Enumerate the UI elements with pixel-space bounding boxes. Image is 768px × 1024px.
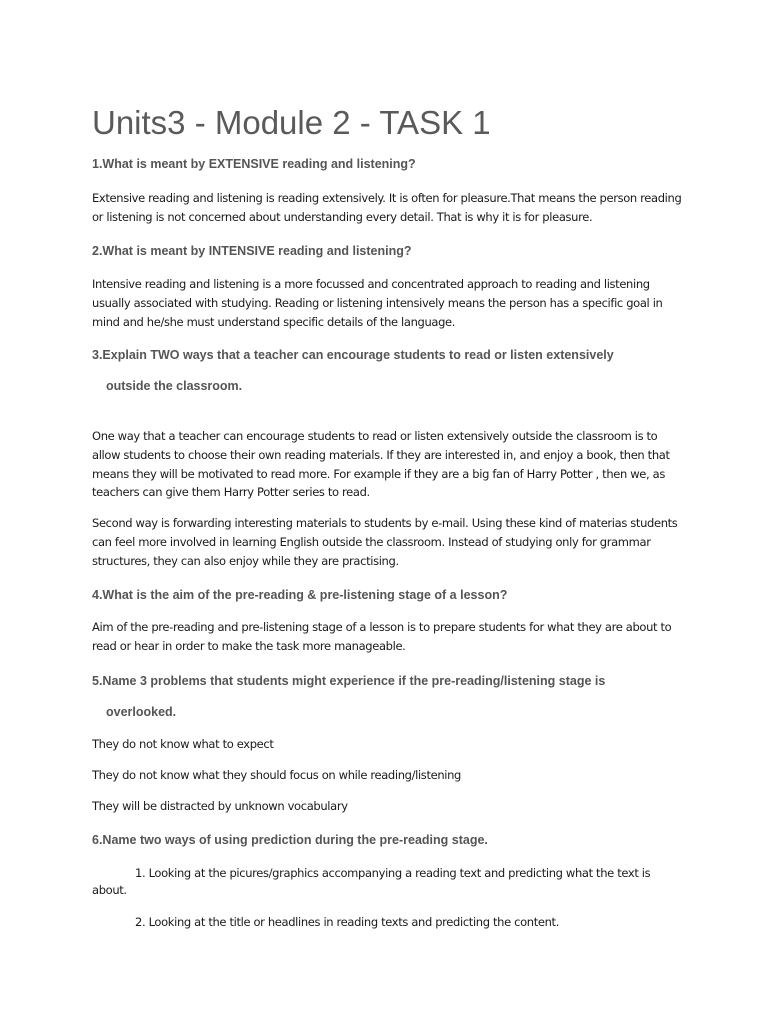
answer-3-way-2: Second way is forwarding interesting materials to students by e-mail. Using these kind of materias students can feel more involved in learning English outside the classroom. Instead of studying only for grammar structures, they can also enjoy while they are practising. (92, 516, 678, 568)
answer-5-problem-2: They do not know what they should focus on while reading/listening (92, 768, 462, 782)
question-3-line-1: 3.Explain TWO ways that a teacher can encourage students to read or listen extensively (92, 348, 614, 362)
question-6: 6.Name two ways of using prediction during the pre-reading stage. (92, 833, 488, 847)
answer-6-item-1: 1. Looking at the picures/graphics accompanying a reading text and predicting what the text is about. (92, 866, 651, 897)
answer-6-item-2: 2. Looking at the title or headlines in reading texts and predicting the content. (135, 915, 560, 929)
question-1: 1.What is meant by EXTENSIVE reading and listening? (92, 157, 416, 171)
question-5-line-2: overlooked. (106, 705, 177, 719)
question-3-line-2: outside the classroom. (106, 379, 243, 393)
answer-4: Aim of the pre-reading and pre-listening stage of a lesson is to prepare students for what they are about to read or hear in order to make the task more manageable. (92, 620, 672, 653)
question-4: 4.What is the aim of the pre-reading & pre-listening stage of a lesson? (92, 588, 508, 602)
answer-2: Intensive reading and listening is a more focussed and concentrated approach to reading and listening usually associated with studying. Reading or listening intensively means the person has a specific goal in mind and he/she must understand specific details of the language. (92, 277, 663, 329)
question-2: 2.What is meant by INTENSIVE reading and listening? (92, 244, 412, 258)
answer-5-problem-1: They do not know what to expect (92, 737, 274, 751)
answer-5-problem-3: They will be distracted by unknown vocabulary (92, 799, 348, 813)
question-5-line-1: 5.Name 3 problems that students might experience if the pre-reading/listening stage is (92, 674, 606, 688)
answer-1: Extensive reading and listening is reading extensively. It is often for pleasure.That means the person reading or listening is not concerned about understanding every detail. That is why it is for pleasure. (92, 191, 682, 224)
page-title: Units3 - Module 2 - TASK 1 (92, 104, 491, 141)
answer-3-way-1: One way that a teacher can encourage students to read or listen extensively outside the classroom is to allow students to choose their own reading materials. If they are interested in, and enjoy a book, then that means they will be motivated to read more. For example if they are a big fan of Harry Potter , then we, as teachers can give them Harry Potter series to read. (92, 429, 670, 500)
